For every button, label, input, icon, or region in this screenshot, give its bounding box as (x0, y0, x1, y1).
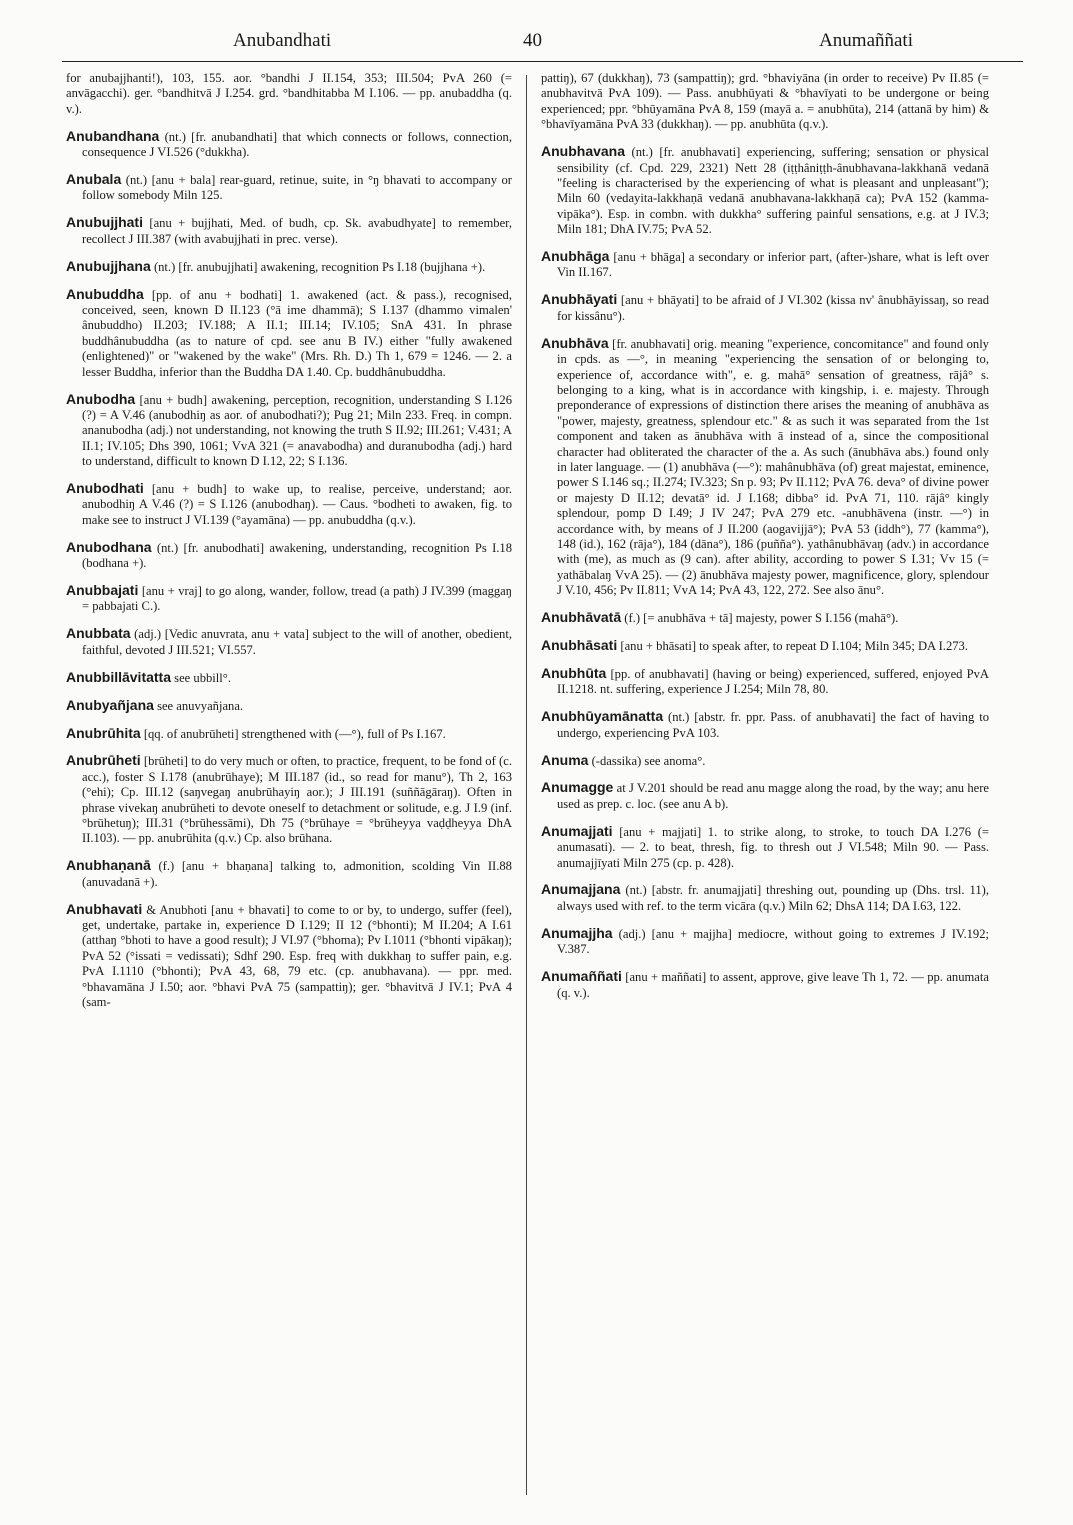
entry-headword: Anubandhana (66, 127, 160, 144)
entry-text: see ubbill°. (174, 670, 231, 685)
entry-text: & Anubhoti [anu + bhavati] to come to or by, to undergo, suffer (feel), get, undertake, partake in, experience D I.129; II 12 (°bhonti); M II.204; A I.61 (atthaŋ °bhoti to have a good result); J VI.97 (°bhoma); Pv I.1011 (°bhonti vipākaŋ); PvA 52 (°issati = vedissati); Sdhf 290. Esp. freq with dukkhaŋ to suffer pain, e.g. PvA I.1110 (°bhonti); PvA 43, 68, 79 etc. (cp. anubhavana). — ppr. med. °bhavamāna J I.50; aor. °bhavi PvA 75 (sampattiŋ); ger. °bhavitvā J IV.1; PvA 4 (sam- (82, 902, 512, 1010)
dictionary-entry (66, 626, 512, 658)
entry-text: (f.) [= anubhāva + tā] majesty, power S I.156 (mahā°). (624, 611, 899, 626)
entry-headword: Anubbillāvitatta (66, 668, 172, 685)
dictionary-entry (66, 287, 512, 380)
dictionary-entry (541, 926, 989, 958)
entry-text: [anu + vraj] to go along, wander, follow, tread (a path) J IV.399 (maggaŋ = pabbajati C.). (82, 584, 512, 614)
entry-text: [brūheti] to do very much or often, to practice, frequent, to be fond of (c. acc.), foster S I.178 (anubrūhaye); M III.187 (id., so read for manu°), Th 2, 163 (°ehi); Cp. III.12 (saŋvegaŋ anubrūhayiŋ aor.); J III.191 (suññāgāraŋ). Often in phrase vivekaŋ anubrūheti to devote oneself to detachment or solitude, e.g. J I.9 (inf. °brūhetuŋ); III.31 (°brūhessāmi), Dh 75 (°brūhaye = °brūheyya vaḍḍheyya DhA II.103). — pp. anubrūhita (q.v.) Cp. also brūhana. (82, 754, 512, 846)
entry-headword: Anubhāga (541, 248, 610, 265)
entry-text: [anu + bhāsati] to speak after, to repeat D I.104; Miln 345; DA I.273. (620, 639, 968, 653)
entry-text: (nt.) [fr. anubandhati] that which connects or follows, connection, consequence J VI.526 (°dukkha). (82, 129, 512, 160)
dictionary-entry (66, 858, 512, 890)
header-right-guide-word: Anumaññati (819, 30, 913, 51)
entry-headword: Anumaññati (541, 968, 622, 985)
dictionary-entry (541, 969, 989, 1001)
entry-text: for anubajjhanti!), 103, 155. aor. °bandhi J II.154, 353; III.504; PvA 260 (= anvāgacchi). ger. °bandhitvā J I.254. grd. °bandhitabba M I.106. — pp. anubaddha (q. v.). (66, 71, 512, 116)
entry-text: [anu + bujjhati, Med. of budh, cp. Sk. avabudhyate] to remember, recollect J III.387 (with avabujjhati in prec. verse). (82, 216, 512, 246)
dictionary-entry (541, 638, 989, 654)
entry-text: [pp. of anubhavati] (having or being) experienced, suffered, enjoyed PvA II.1218. nt. suffering, experience J I.254; Miln 78, 80. (557, 666, 989, 697)
dictionary-entry (66, 129, 512, 161)
dictionary-entry (541, 336, 989, 599)
entry-headword: Anubrūheti (66, 752, 141, 769)
entry-text: [anu + budh] to wake up, to realise, perceive, understand; aor. anubodhiŋ A V.46 (?) = S I.126 (anubodhaŋ). — Caus. °bodheti to awaken, fig. to make see to instruct J VI.139 (°ayamāna) — pp. anubuddha (q.v.). (82, 482, 512, 527)
dictionary-entry (66, 753, 512, 846)
entry-headword: Anubhavati (66, 900, 143, 917)
dictionary-entry (66, 215, 512, 247)
header-left-guide-word: Anubandhati (233, 30, 332, 51)
entry-headword: Anubhāsati (541, 637, 618, 653)
entry-headword: Anubala (66, 171, 122, 188)
dictionary-entry (541, 882, 989, 914)
header-rule (62, 61, 1023, 62)
dictionary-entry (66, 726, 512, 742)
entry-text: (adj.) [anu + majjha] mediocre, without going to extremes J IV.192; V.387. (557, 926, 989, 957)
page-number: 40 (523, 30, 542, 51)
entry-text: (nt.) [fr. anubodhati] awakening, understanding, recognition Ps I.18 (bodhana +). (82, 540, 513, 571)
entry-headword: Anubuddha (66, 285, 144, 302)
entry-text: [anu + maññati] to assent, approve, give leave Th 1, 72. — pp. anumata (q. v.). (557, 970, 989, 1000)
entry-text: [qq. of anubrūheti] strengthened with (—°), full of Ps I.167. (143, 726, 446, 741)
dictionary-entry (541, 753, 989, 769)
entry-headword: Anubodha (66, 390, 136, 407)
dictionary-entry (541, 666, 989, 698)
entry-headword: Anumagge (541, 779, 614, 796)
entry-text: [anu + majjati] 1. to strike along, to stroke, to touch DA I.276 (= anumasati). — 2. to beat, thresh, fig. to thresh out J VI.548; Miln 90. — Pass. anumajjīyati Miln 275 (cp. p. 428). (557, 824, 989, 870)
entry-headword: Anumajjati (541, 822, 613, 839)
entry-headword: Anubodhati (66, 480, 144, 497)
entry-headword: Anubbata (66, 625, 131, 642)
entry-text: (nt.) [fr. anubujjhati] awakening, recognition Ps I.18 (bujjhana +). (153, 259, 486, 274)
dictionary-entry (541, 610, 989, 626)
left-column (66, 70, 512, 1515)
entry-headword: Anubhūta (541, 664, 607, 681)
entry-headword: Anumajjana (541, 881, 621, 898)
dictionary-entry (66, 540, 512, 572)
entry-text: (nt.) [abstr. fr. ppr. Pass. of anubhavati] the fact of having to undergo, experiencing PvA 103. (557, 710, 989, 740)
entry-text: (nt.) [anu + bala] rear-guard, retinue, suite, in °ŋ bhavati to accompany or follow somebody Miln 125. (82, 173, 512, 203)
dictionary-entry (66, 392, 512, 470)
entry-headword: Anubhavana (541, 143, 626, 160)
entry-text: (f.) [anu + bhaṇana] talking to, admonition, scolding Vin II.88 (anuvadanā +). (82, 859, 512, 889)
dictionary-entry (66, 698, 512, 714)
entry-headword: Anuma (541, 751, 589, 768)
dictionary-entry (66, 670, 512, 686)
dictionary-entry (541, 70, 989, 133)
entry-text: at J V.201 should be read anu magge along the road, by the way; anu here used as prep. c. loc. (see anu A b). (557, 781, 989, 811)
entry-headword: Anubbajati (66, 582, 139, 599)
dictionary-entry (66, 259, 512, 275)
entry-headword: Anubhāva (541, 334, 609, 351)
entry-text: [pp. of anu + bodhati] 1. awakened (act. & pass.), recognised, conceived, seen, known D II.123 (°ā ime dhammā); S I.137 (dhammo vimalen' ânubuddho) II.203; IV.188; A II.1; III.14; IV.105; SnA 431. In phrase buddhânubuddha (as to nature of cpd. see anu B IV.) either "fully awakened (enlightened)" or "wakened by the wake" (Mrs. Rh. D.) Th 1, 679 = 1246. — 2. a lesser Buddha, inferior than the Buddha DA 1.40. Cp. buddhânubuddha. (82, 287, 512, 379)
dictionary-entry (66, 70, 512, 117)
dictionary-entry (66, 172, 512, 204)
entry-text: [anu + bhāyati] to be afraid of J VI.302 (kissa nv' ânubhāyissaŋ, so read for kissânu°). (557, 293, 989, 323)
entry-headword: Anubujjhana (66, 257, 151, 274)
entry-headword: Anumajjha (541, 924, 613, 941)
entry-text: (nt.) [abstr. fr. anumajjati] threshing out, pounding up (Dhs. trsl. 11), always used with ref. to the term vicāra (q.v.) Miln 62; DhsA 114; DA I.63, 122. (557, 883, 990, 913)
column-divider (526, 75, 527, 1495)
entry-text: [anu + bhāga] a secondary or inferior part, (after-)share, what is left over Vin II.167. (557, 250, 989, 280)
entry-headword: Anubhāyati (541, 291, 618, 308)
entry-text: (nt.) [fr. anubhavati] experiencing, suffering; sensation or physical sensibility (cf. Cpd. 229, 2321) Nett 28 (iṭṭhâniṭṭh-ânubhavana-lakkhanā vedanā "feeling is characterised by the experiencing of what is pleasant and unpleasant"); Miln 60 (vedayita-lakkhaṇā vedanā anubhavana-lakkhaṇā ca); PvA 152 (kamma-vipāka°). Esp. in combn. with dukkha° suffering painful sensations, e.g. at J IV.3; Miln 181; DhA IV.75; PvA 52. (557, 145, 989, 237)
entry-text: (-dassika) see anoma°. (591, 753, 706, 768)
entry-headword: Anubhūyamānatta (541, 708, 664, 725)
entry-text: [anu + budh] awakening, perception, recognition, understanding S I.126 (?) = A V.46 (anubodhiŋ as aor. of anubodhati?); Pug 21; Miln 233. Freq. in compn. ananubodha (adj.) not understanding, not knowing the truth S II.92; III.261; V.431; A II.1; IV.105; Dhs 390, 1061; VvA 321 (= anavabodha) and duranubodha (adj.) hard to understand, difficult to known D I.12, 22; S I.136. (82, 392, 513, 469)
entry-headword: Anubyañjana (66, 696, 154, 713)
dictionary-entry (66, 583, 512, 615)
entry-headword: Anubujjhati (66, 214, 143, 231)
dictionary-entry (541, 709, 989, 741)
entry-headword: Anubodhana (66, 538, 152, 555)
dictionary-entry (541, 780, 989, 812)
dictionary-entry (541, 249, 989, 281)
right-column (541, 70, 989, 1515)
dictionary-entry (541, 824, 989, 871)
page-header (60, 30, 1023, 60)
entry-text: (adj.) [Vedic anuvrata, anu + vata] subject to the will of another, obedient, faithful, devoted J III.521; VI.557. (82, 627, 512, 657)
entry-headword: Anubrūhita (66, 724, 141, 741)
dictionary-entry (541, 292, 989, 324)
entry-headword: Anubhaṇanā (66, 857, 151, 874)
entry-headword: Anubhāvatā (541, 609, 622, 626)
entry-text: see anuvyañjana. (157, 698, 244, 713)
dictionary-entry (66, 902, 512, 1011)
entry-text: pattiŋ), 67 (dukkhaŋ), 73 (sampattiŋ); grd. °bhaviyāna (in order to receive) Pv II.85 (= anubhavitvā PvA 109). — Pass. anubhūyati & °bhavīyati to be undergone or being experienced; ppr. °bhūyamāna PvA 8, 159 (mayā a. = anubhūta), 214 (attanā by him) & °bhavīyamāna PvA 33 (dukkhaŋ). — pp. anubhūta (q.v.). (541, 71, 989, 132)
entry-text: [fr. anubhavati] orig. meaning "experience, concomitance" and found only in cpds. as —°, in meaning "experiencing the sensation of or belonging to, experience of, accordance with", e. g. mahā° sensation of greatness, rājâ° s. belonging to a king, what is in accordance with kingship, i. e. majesty. Through preponderance of expressions of distinction there arises the meaning of anubhāva as "power, majesty, greatness, splendour etc." & as such it was separated from the 1st component and taken as ānubhāva with ā instead of a, since the compositional character had obliterated the character of the a. As such (ānubhāva abs.) found only in later language. — (1) anubhāva (—°): mahânubhāva (of) great majestat, eminence, power S I.146 sq.; II.274; IV.323; Sn p. 93; Pv II.112; PvA 76. deva° of divine power or majesty D II.12; devatā° id. J I.168; dibba° id. PvA 71, 110. rājâ° kingly splendour, pomp D I.49; J IV 247; PvA 279 etc. -anubhāvena (instr. —°) in accordance with, by means of J II.200 (aogavijjā°); PvA 53 (iddh°), 77 (kamma°), 148 (id.), 162 (rāja°), 184 (dāna°), 186 (puñña°). yathânubhāvaŋ (adv.) in accordance with (me), as much as (9 can). after ability, according to power S I.31; Vv 15 (= yathābalaŋ VvA 25). — (2) ānubhāva majesty power, magnificence, glory, splendour J V.10, 456; Pv II.811; VvA 14; PvA 43, 122, 272. See also ānu°. (557, 336, 989, 598)
dictionary-entry (541, 144, 989, 237)
dictionary-entry (66, 481, 512, 528)
